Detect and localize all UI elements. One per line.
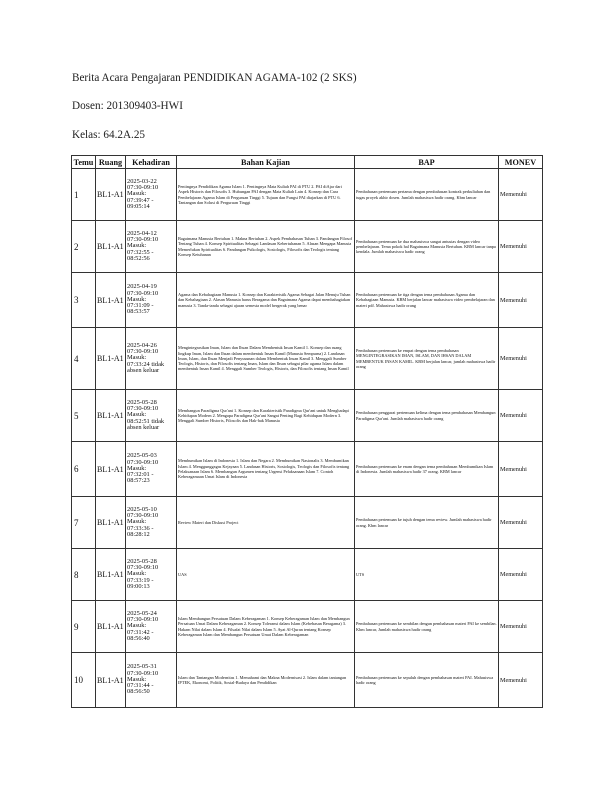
attendance-cell (126, 442, 177, 497)
monev-cell: Memenuhi (499, 497, 543, 549)
monev-cell: Memenuhi (499, 549, 543, 601)
meeting-number: 7 (72, 497, 96, 549)
attendance-line: 2025-05-28 (127, 557, 157, 565)
attendance-line: 07:30-09:10 (127, 564, 159, 572)
material-cell: Bagaimana Manusia Bertuhan 1. Makna Bertuhan 2. Aspek Pembahasan Tuhan 3. Pandangan Filosof Tentang Tuhan 4. Konsep Spiritualitas Sebagai Landasan Kebertuhanan 5. Alasan Mengapa Manusia Memerlukan Spiritualitas 6. Pandangan Psikologis, Sosiologis, Filosofis dan Teologis tentang Konsep Ketuhanan (177, 221, 355, 273)
lecturer-label: Dosen: 201309403-HWI (72, 100, 183, 112)
bap-cell: Pembahasan pertemuan ke enam dengan tema pembahasan Membumikan Islam di Indonesia. Jumlah mahasiswa hadir 37 orang. KBM lancar (355, 442, 499, 497)
attendance-line: 08:56:50 (127, 688, 150, 696)
meeting-number: 9 (72, 601, 96, 653)
table-row (72, 390, 543, 442)
monev-cell: Memenuhi (499, 653, 543, 708)
attendance-cell (126, 169, 177, 221)
attendance-line: Masuk: (127, 295, 147, 303)
attendance-line: 07:30-09:10 (127, 289, 159, 297)
attendance-line: Masuk: (127, 518, 147, 526)
attendance-cell (126, 221, 177, 273)
header-room: Ruang (96, 156, 126, 169)
table-header-row (72, 156, 543, 169)
attendance-line: 07:30-09:10 (127, 405, 159, 413)
attendance-line: 07:30-09:10 (127, 348, 159, 356)
bap-cell: Pembahasan pertemuan pertama dengan pembahasan kontrak perkuliahan dan tugas proyek akhir dosen. Jumlah mahasiswa hadir orang. Kbm lancar (355, 169, 499, 221)
attendance-line: Masuk: (127, 464, 147, 472)
header-material: Bahan Kajian (177, 156, 355, 169)
table-row (72, 549, 543, 601)
header-bap: BAP (355, 156, 499, 169)
room-cell: BL1-A1 (96, 497, 126, 549)
attendance-line: Masuk: (127, 675, 147, 683)
attendance-cell (126, 653, 177, 708)
table-row (72, 273, 543, 328)
room-cell: BL1-A1 (96, 169, 126, 221)
monev-cell: Memenuhi (499, 601, 543, 653)
attendance-line: 07:32:01 - (127, 471, 154, 479)
attendance-line: 2025-04-26 (127, 341, 157, 349)
table-row (72, 653, 543, 708)
class-label: Kelas: 64.2A.25 (72, 129, 146, 141)
meeting-number: 1 (72, 169, 96, 221)
attendance-line: 2025-05-24 (127, 609, 157, 617)
document-title: Berita Acara Pengajaran PENDIDIKAN AGAMA-102 (2 SKS) (72, 72, 357, 84)
attendance-line: 07:33:36 - (127, 524, 154, 532)
attendance-line: 2025-05-03 (127, 452, 157, 460)
monev-cell: Memenuhi (499, 169, 543, 221)
meeting-number: 6 (72, 442, 96, 497)
meeting-number: 2 (72, 221, 96, 273)
material-cell: Membumikan Islam di Indonesia 1. Islam dan Negara 2. Membumikan Nasionalis 3. Membumikan Islam 4. Menggunggagas Kejayaan 5. Landasan Historis, Sosiologis, Teologis dan Filosofis tentang Pelaksanaan Islam 6. Membangun Argumen tentang Urgensi Pelaksanaan Islam 7. Contoh Keberagamaan Umat Islam di Indonesia (177, 442, 355, 497)
table-row (72, 497, 543, 549)
attendance-line: 08:52:51 tidak (127, 417, 165, 425)
bap-cell: Pembahasan pertemuan ke sepuluh dengan pembahasan materi PAI. Mahasiswa hadir orang (355, 653, 499, 708)
material-cell: Islam dan Tantangan Modernitas 1. Memahami dan Makna Modernisasi 2. Islam dalam tantangan IPTEK, Ekonomi, Politik, Sosial-Budaya dan Pendidikan (177, 653, 355, 708)
attendance-line: 08:52:56 (127, 254, 150, 262)
monev-cell: Memenuhi (499, 273, 543, 328)
monev-cell: Memenuhi (499, 221, 543, 273)
attendance-line: 09:00:13 (127, 582, 150, 590)
table-row (72, 221, 543, 273)
meeting-number: 8 (72, 549, 96, 601)
room-cell: BL1-A1 (96, 653, 126, 708)
attendance-line: 07:30-09:10 (127, 458, 159, 466)
attendance-line: absen keluar (127, 366, 160, 374)
table-row (72, 169, 543, 221)
attendance-line: 07:30-09:10 (127, 512, 159, 520)
monev-cell: Memenuhi (499, 328, 543, 390)
attendance-line: Masuk: (127, 570, 147, 578)
monev-cell: Memenuhi (499, 390, 543, 442)
attendance-line: 07:31:44 - (127, 682, 154, 690)
material-cell: Islam Membangun Persatuan Dalam Keberagaman 1. Konsep Keberagaman Islam dan Membangun Persatuan Umat Dalam Keberagaman 2. Konsep Toleransi dalam Islam (Kebebasan Beragama) 3. Hakam Nilai dalam Islam 4. Filsafat Nilai dalam Islam 5. Ayat Al-Quran tentang Konsep Keberagaman Islam dan Membangun Persatuan Umat Dalam Keberagaman (177, 601, 355, 653)
attendance-line: 07:33:24 tidak (127, 360, 165, 368)
table-row (72, 328, 543, 390)
attendance-line: 08:28:12 (127, 530, 150, 538)
attendance-line: Masuk: (127, 190, 147, 198)
attendance-cell (126, 273, 177, 328)
attendance-line: 2025-05-31 (127, 663, 157, 671)
attendance-line: 2025-03-22 (127, 177, 157, 185)
room-cell: BL1-A1 (96, 328, 126, 390)
material-cell: Pentingnya Pendidikan Agama Islam 1. Pentingnya Mata Kuliah PAI di PTU 2. PAI diAjar dari Aspek Historis dan Filosofis 3. Hubungan PAI dengan Mata Kuliah Lain 4. Konsep dan Cara Pembelajaran Agama Islam di Perguruan Tinggi 5. Tujuan dan Fungsi PAI diajarkan di PTU 6. Tantangan dan Solusi di Perguruan Tinggi (177, 169, 355, 221)
room-cell: BL1-A1 (96, 601, 126, 653)
room-cell: BL1-A1 (96, 549, 126, 601)
attendance-cell (126, 497, 177, 549)
attendance-line: 07:33:19 - (127, 576, 154, 584)
bap-cell: Pembahasan pertemuan ke sembilan dengan pembahasan materi PAI ke sembilan. Kbm lancar, Jumlah mahasiswa hadir orang (355, 601, 499, 653)
attendance-line: 07:31:09 - (127, 302, 154, 310)
attendance-line: 2025-05-10 (127, 505, 157, 513)
attendance-line: 2025-04-12 (127, 229, 157, 237)
bap-cell: Pembahasan pertemuan ke tiga dengan tema pembahasan Agama dan Kebahagiaan Manusia. KBM berjalan lancar mahasiswa video pembelajaran dan materi pdf. Mahasiswa hadir orang (355, 273, 499, 328)
material-cell: Membangun Paradigma Qur'ani 1. Konsep dan Karakteristik Paradigma Qur'ani untuk Menghadapi Kehidupan Modern 2. Mengapa Paradigma Qur'ani Sangat Penting Bagi Kehidupan Modern 3. Menggali Sumber Historis, Filosofis dan Hak-hak Manusia (177, 390, 355, 442)
material-cell: Agama dan Kebahagiaan Manusia 1. Konsep dan Karakteristik Agama Sebagai Jalan Menuju Tuhan dan Kebahagiaan 2. Alasan Manusia harus Beragama dan Bagaimana Agama dapat membahagiakan manusia 3. Tanda-tanda sebagai ajaran semesta model bergerak yang benar (177, 273, 355, 328)
bap-cell: UTS (355, 549, 499, 601)
room-cell: BL1-A1 (96, 221, 126, 273)
attendance-line: 07:30-09:10 (127, 616, 159, 624)
attendance-line: 08:56:40 (127, 634, 150, 642)
attendance-line: 07:30-09:10 (127, 236, 159, 244)
bap-cell: Pembahasan penggarai pertemuan kelima dengan tema pembahasan Membangun Paradigma Qur'ani. Jumlah mahasiswa hadir orang (355, 390, 499, 442)
material-cell: UAS (177, 549, 355, 601)
meeting-number: 3 (72, 273, 96, 328)
attendance-line: 2025-04-19 (127, 283, 157, 291)
table-row (72, 442, 543, 497)
attendance-line: 07:31:42 - (127, 628, 154, 636)
attendance-line: Masuk: (127, 622, 147, 630)
meeting-number: 10 (72, 653, 96, 708)
room-cell: BL1-A1 (96, 273, 126, 328)
attendance-line: 2025-05-28 (127, 398, 157, 406)
room-cell: BL1-A1 (96, 390, 126, 442)
table-row (72, 601, 543, 653)
meeting-number: 4 (72, 328, 96, 390)
header-attendance: Kehadiran (126, 156, 177, 169)
attendance-line: Masuk: (127, 242, 147, 250)
attendance-line: 08:53:57 (127, 308, 150, 316)
attendance-line: 09:05:14 (127, 202, 150, 210)
room-cell: BL1-A1 (96, 442, 126, 497)
bap-cell: Pembahasan pertemuan ke dua mahasiswa sangat antusias dengan video pembelajaran. Tema pokok hal Bagaimana Manusia Bertuhan. KBM lancar tanpa kendala. Jumlah mahasiswa hadir orang (355, 221, 499, 273)
attendance-line: 07:30-09:10 (127, 184, 159, 192)
attendance-line: absen keluar (127, 423, 160, 431)
header-meeting: Temu (72, 156, 96, 169)
attendance-cell (126, 390, 177, 442)
attendance-line: 07:39:47 - (127, 196, 154, 204)
header-monev: MONEV (499, 156, 543, 169)
attendance-line: Masuk: (127, 354, 147, 362)
attendance-line: 07:32:55 - (127, 248, 154, 256)
material-cell: Review Materi dan Diskusi Project (177, 497, 355, 549)
meeting-number: 5 (72, 390, 96, 442)
attendance-line: Masuk: (127, 411, 147, 419)
attendance-cell (126, 328, 177, 390)
bap-cell: Pembahasan pertemuan ke empat dengan tema pembahasan MENGINTEGRASIKAN IMAN, ISLAM, DAN IHSAN DALAM MEMBENTUK INSAN KAMIL. KBM berjalan lancar, jumlah mahasiswa hadir orang (355, 328, 499, 390)
teaching-record-table (71, 155, 543, 708)
attendance-cell (126, 549, 177, 601)
bap-cell: Pembahasan pertemuan ke tujuh dengan tema review. Jumlah mahasiswa hadir orang. Kbm lancar (355, 497, 499, 549)
attendance-cell (126, 601, 177, 653)
attendance-line: 08:57:23 (127, 477, 150, 485)
material-cell: Mengintegrasikan Iman, Islam dan Ihsan Dalam Membentuk Insan Kamil 1. Konsep dan ruang lingkup Iman, Islam dan Ihsan dalam membentuk Insan Kamil (Manusia Sempurna) 2. Landasan Iman, Islam, dan Ihsan Menjadi Penyusunan dalam Membentuk Insan Kamil 3. Menggali Sumber Teologis, Historis, dan Filosofis tentang Iman, Islam dan Ihsan sebagai pilar agama Islam dalam membentuk Insan Kamil 4. Menggali Sumber Teologis, Historis, dan Filosofis tentang Insan Kamil (177, 328, 355, 390)
attendance-line: 07:30-09:10 (127, 669, 159, 677)
monev-cell: Memenuhi (499, 442, 543, 497)
